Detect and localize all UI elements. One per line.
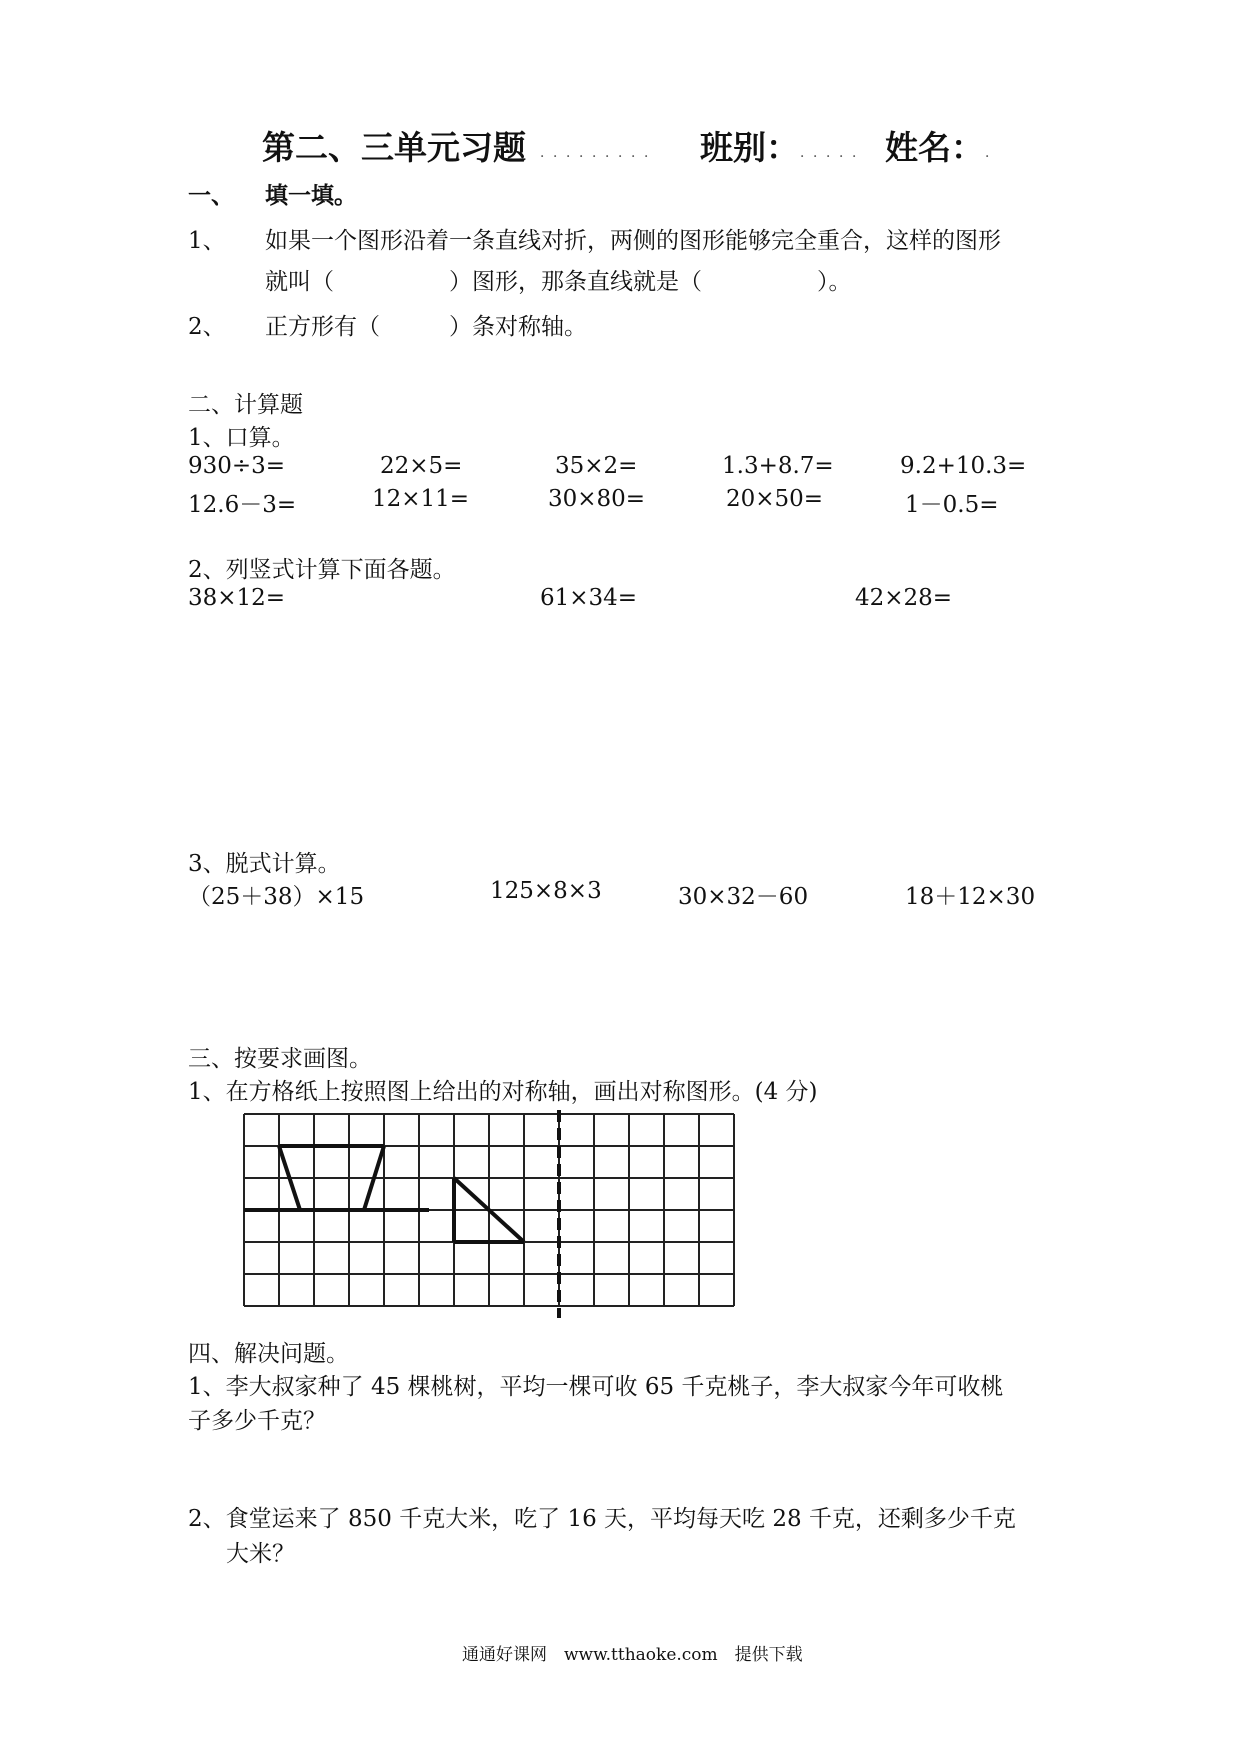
section3-heading: 三、按要求画图。 xyxy=(188,1046,372,1072)
stepwise-heading: 3、脱式计算。 xyxy=(188,851,341,877)
oral-item: 9.2+10.3= xyxy=(900,453,1027,479)
oral-item: 1.3+8.7= xyxy=(722,453,834,479)
oral-item: 12.6－3= xyxy=(188,492,297,518)
vertical-calc-heading: 2、列竖式计算下面各题。 xyxy=(188,557,456,583)
oral-item: 20×50= xyxy=(726,486,824,512)
stepwise-item: 125×8×3 xyxy=(490,878,602,904)
q2-text: 正方形有（ ）条对称轴。 xyxy=(265,314,587,340)
section1-number: 一、 xyxy=(188,182,234,209)
title-dots-3: ． xyxy=(985,145,1005,161)
vertical-item: 38×12= xyxy=(188,585,286,611)
name-label: 姓名： xyxy=(885,128,984,167)
section4-q1-line1: 1、李大叔家种了 45 棵桃树，平均一棵可收 65 千克桃子，李大叔家今年可收桃 xyxy=(188,1374,1004,1400)
oral-calc-heading: 1、口算。 xyxy=(188,425,295,451)
section1-heading: 填一填。 xyxy=(265,182,357,209)
page-title: 第二、三单元习题 xyxy=(262,128,526,167)
oral-item: 930÷3= xyxy=(188,453,286,479)
oral-item: 30×80= xyxy=(548,486,646,512)
class-label: 班别： xyxy=(700,128,799,167)
section3-q1: 1、在方格纸上按照图上给出的对称轴，画出对称图形。(4 分) xyxy=(188,1079,818,1105)
title-dots-2: ．．．．． xyxy=(800,145,872,161)
section4-q1-line2: 子多少千克？ xyxy=(188,1408,326,1434)
oral-item: 35×2= xyxy=(555,453,638,479)
symmetry-grid xyxy=(240,1110,740,1320)
q1-number: 1、 xyxy=(188,228,226,254)
oral-item: 22×5= xyxy=(380,453,463,479)
section4-q2-line2: 大米？ xyxy=(226,1541,295,1567)
footer-credit: 通通好课网 www.tthaoke.com 提供下载 xyxy=(462,1645,803,1665)
q1-line2: 就叫（ ）图形，那条直线就是（ ）。 xyxy=(265,269,852,295)
oral-item: 12×11= xyxy=(372,486,470,512)
stepwise-item: 18＋12×30 xyxy=(905,884,1036,910)
q1-line1: 如果一个图形沿着一条直线对折，两侧的图形能够完全重合，这样的图形 xyxy=(265,228,1001,254)
title-dots-1: ．．．．．．．．． xyxy=(540,145,664,161)
section4-heading: 四、解决问题。 xyxy=(188,1341,349,1367)
q2-number: 2、 xyxy=(188,314,226,340)
vertical-item: 61×34= xyxy=(540,585,638,611)
oral-item: 1－0.5= xyxy=(905,492,999,518)
stepwise-item: 30×32－60 xyxy=(678,884,809,910)
section4-q2-line1: 2、食堂运来了 850 千克大米，吃了 16 天，平均每天吃 28 千克，还剩多少千克 xyxy=(188,1506,1016,1532)
section2-heading: 二、计算题 xyxy=(188,392,303,418)
stepwise-item: （25＋38）×15 xyxy=(188,884,365,910)
vertical-item: 42×28= xyxy=(855,585,953,611)
